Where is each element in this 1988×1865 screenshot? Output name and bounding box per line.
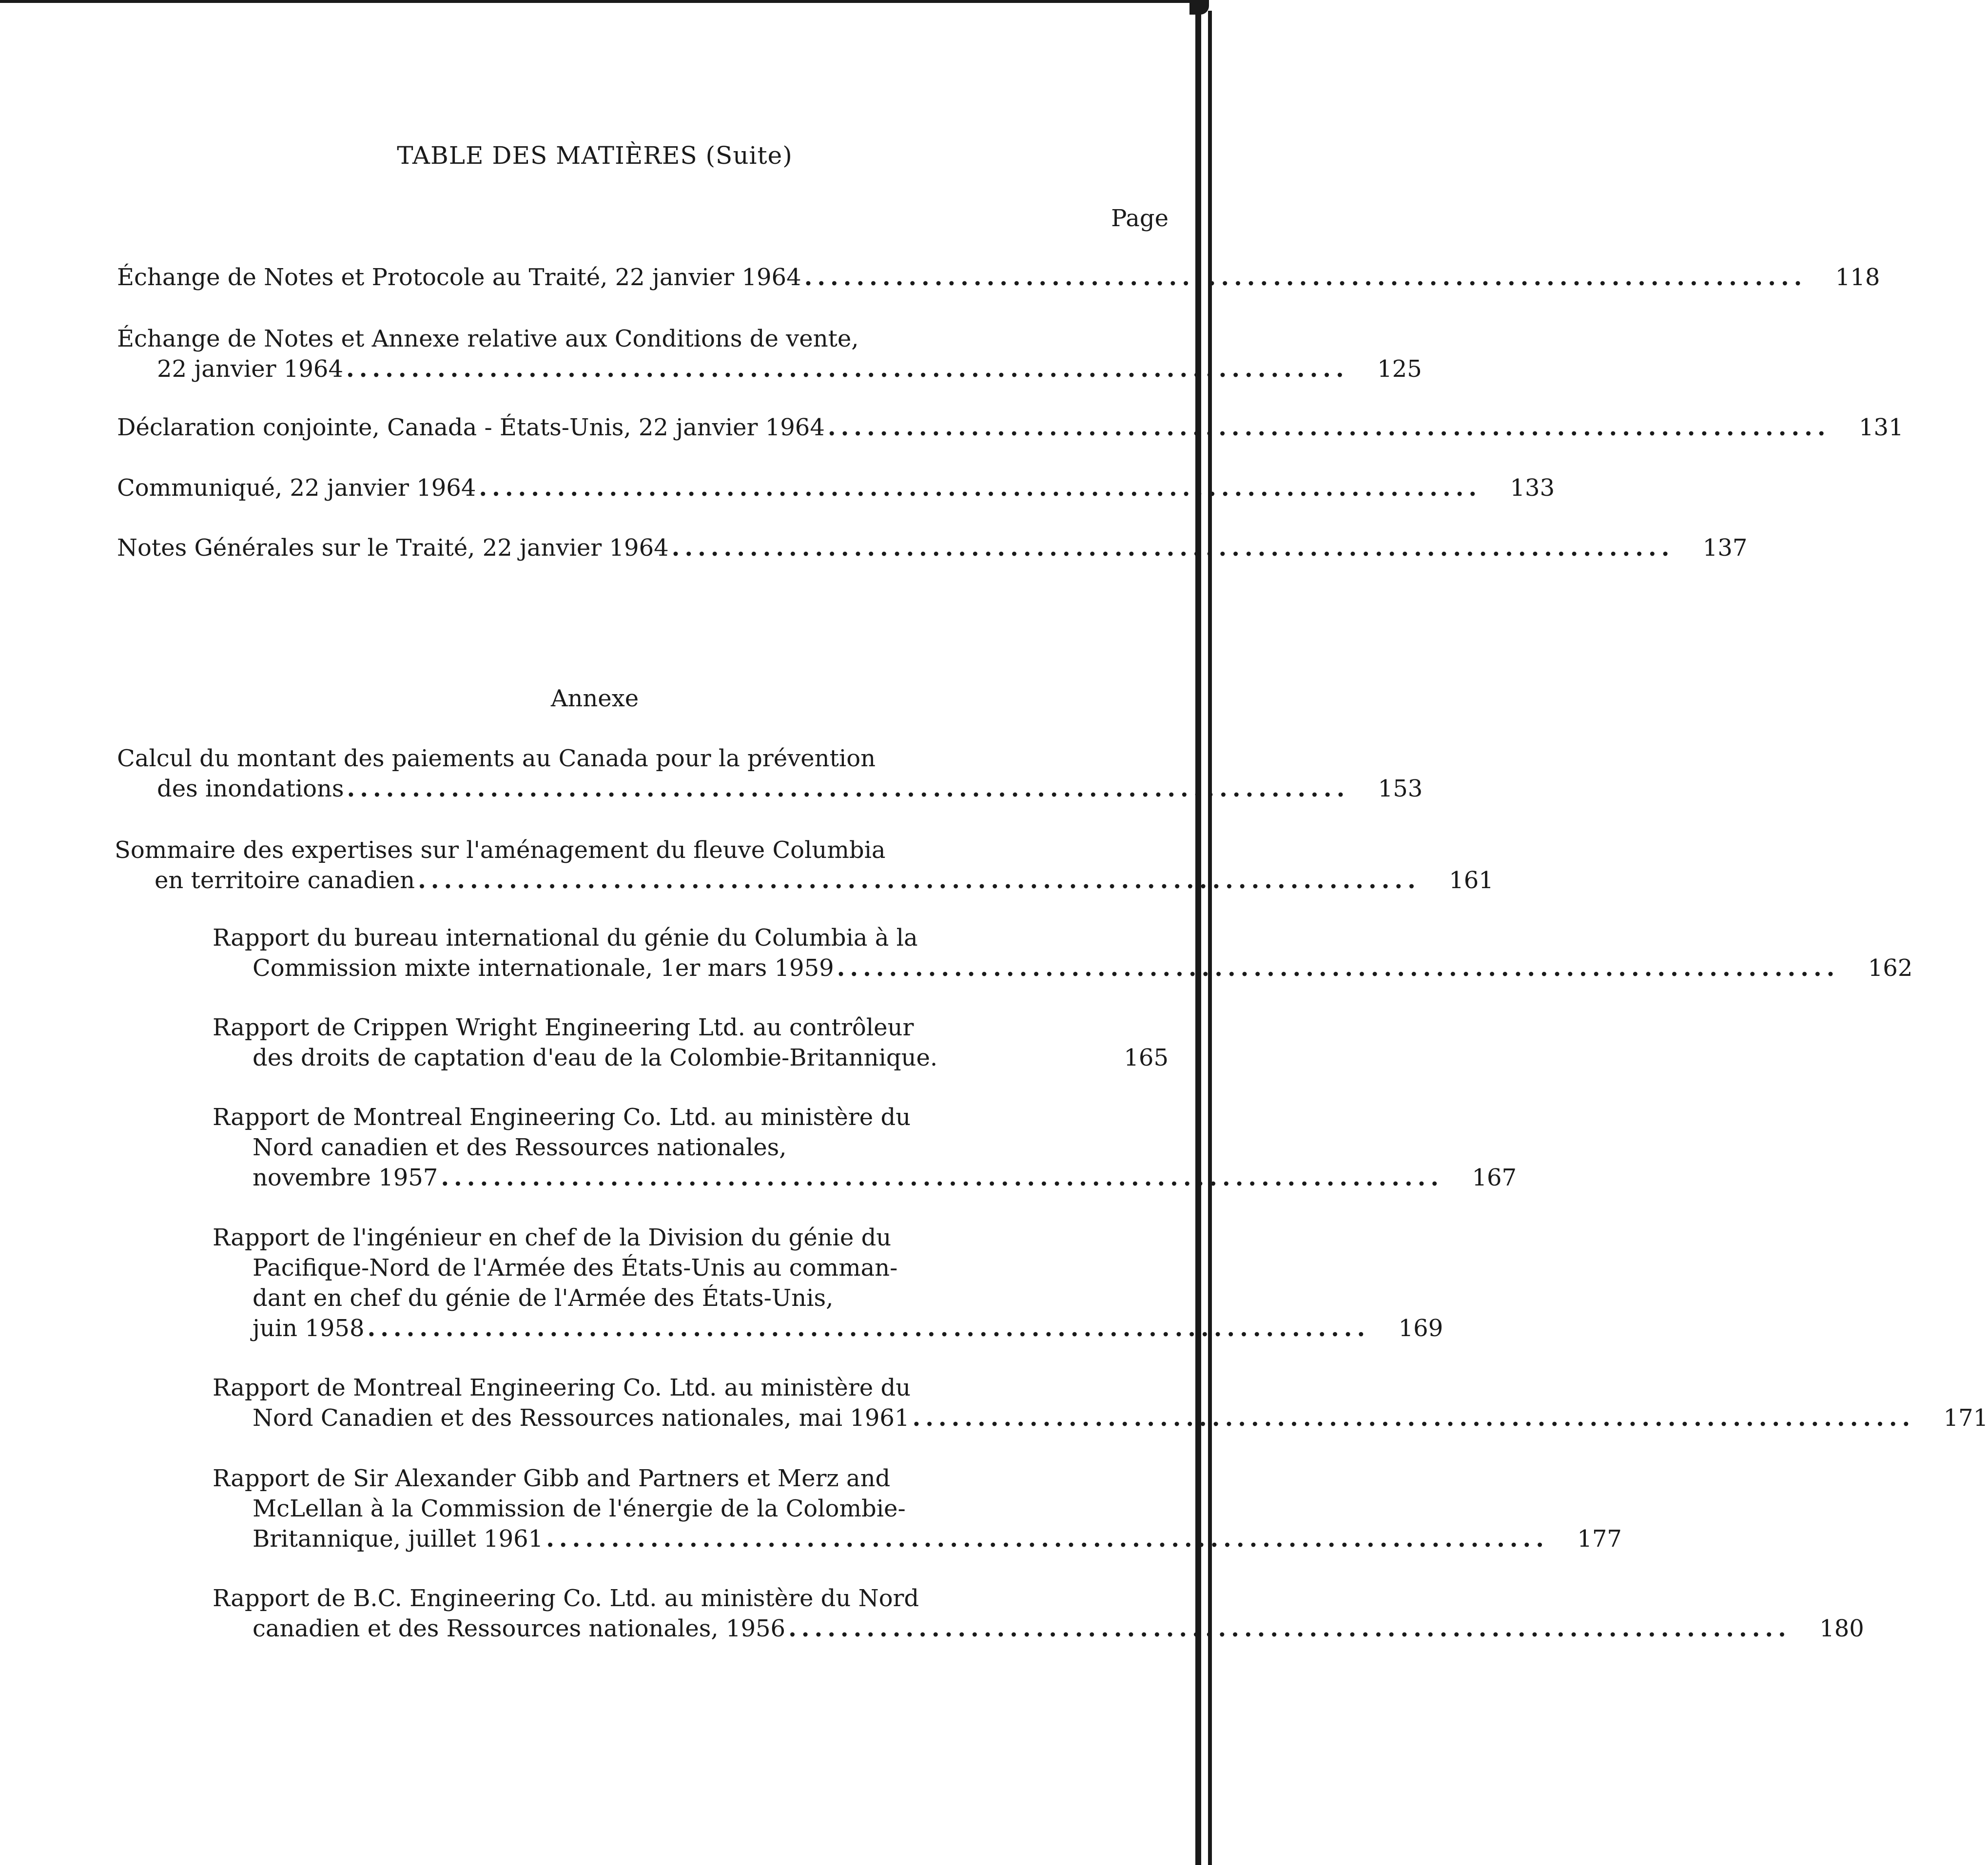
toc-subentry xyxy=(213,1373,1988,1433)
toc-entry-page: 167 xyxy=(1472,1164,1517,1191)
toc-entry-page: 153 xyxy=(1378,775,1423,802)
leader-dots: ............................................................................. xyxy=(912,1404,1915,1432)
toc-entry-title-cont: des inondations xyxy=(157,775,344,802)
toc-entry-page: 177 xyxy=(1577,1525,1622,1553)
toc-entry-title-cont: canadien et des Ressources nationales, 1956 xyxy=(253,1615,786,1642)
leader-dots: ............................................................................. xyxy=(546,1525,1549,1553)
leader-dots: ............................................................................. xyxy=(418,867,1421,894)
toc-entry-page: 118 xyxy=(1835,264,1880,291)
toc-entry-title: Déclaration conjointe, Canada - États-Unis, 22 janvier 1964 xyxy=(117,414,825,441)
toc-entry xyxy=(115,835,1494,895)
toc-subentry xyxy=(213,1012,1169,1073)
toc-subentry xyxy=(213,1223,1443,1343)
toc-subentry xyxy=(213,1463,1622,1554)
toc-entry-title-cont: 22 janvier 1964 xyxy=(157,355,343,383)
toc-subentry xyxy=(213,1102,1517,1193)
toc-entry-title-cont: McLellan à la Commission de l'énergie de la Colombie- xyxy=(253,1495,906,1522)
page-column-label: Page xyxy=(1111,205,1169,232)
toc-entry-page: 165 xyxy=(1124,1044,1169,1071)
leader-dots: ............................................................................. xyxy=(671,534,1675,562)
toc-entry-title: Rapport de B.C. Engineering Co. Ltd. au ministère du Nord xyxy=(213,1585,919,1612)
toc-entry-title-cont: Britannique, juillet 1961 xyxy=(253,1525,544,1553)
toc-entry-title: Échange de Notes et Annexe relative aux Conditions de vente, xyxy=(117,325,859,352)
toc-entry-title: Rapport de Crippen Wright Engineering Ltd. au contrôleur xyxy=(213,1014,914,1041)
toc-entry-title: Notes Générales sur le Traité, 22 janvier 1964 xyxy=(117,534,669,562)
toc-entry xyxy=(117,262,1880,292)
toc-entry-page: 161 xyxy=(1449,867,1494,894)
annex-heading: Annexe xyxy=(550,685,639,712)
toc-entry xyxy=(117,743,1423,804)
toc-entry-title: Rapport de l'ingénieur en chef de la Division du génie du xyxy=(213,1224,892,1251)
leader-dots: ............................................................................. xyxy=(837,954,1840,982)
toc-entry xyxy=(117,324,1422,384)
toc-entry-page: 169 xyxy=(1398,1315,1443,1342)
toc-entry-title-cont: juin 1958 xyxy=(253,1315,365,1342)
toc-entry-title-cont: Nord Canadien et des Ressources nationales, mai 1961 xyxy=(253,1404,910,1432)
toc-entry-title-cont: dant en chef du génie de l'Armée des États-Unis, xyxy=(253,1284,834,1312)
toc-entry-title-cont: des droits de captation d'eau de la Colombie-Britannique. xyxy=(253,1044,938,1071)
toc-entry-title: Rapport de Montreal Engineering Co. Ltd. au ministère du xyxy=(213,1104,911,1131)
toc-entry-title: Rapport de Montreal Engineering Co. Ltd. au ministère du xyxy=(213,1374,911,1401)
toc-entry-page: 162 xyxy=(1868,954,1913,982)
toc-entry-title: Calcul du montant des paiements au Canada pour la prévention xyxy=(117,745,876,772)
toc-entry-title-cont: en territoire canadien xyxy=(155,867,415,894)
toc-entry-title: Échange de Notes et Protocole au Traité, 22 janvier 1964 xyxy=(117,264,801,291)
toc-entry-page: 137 xyxy=(1702,534,1748,562)
toc-entry-title: Rapport du bureau international du génie du Columbia à la xyxy=(213,924,918,952)
leader-dots: ............................................................................. xyxy=(479,474,1482,502)
toc-entry xyxy=(117,473,1555,503)
scan-top-edge xyxy=(0,0,1189,3)
toc-entry-page: 125 xyxy=(1377,355,1422,383)
toc-subentry xyxy=(213,923,1913,983)
leader-dots: ............................................................................. xyxy=(367,1315,1370,1342)
leader-dots: ............................................................................. xyxy=(788,1615,1791,1642)
toc-subentry xyxy=(213,1583,1864,1644)
leader-dots: ............................................................................. xyxy=(827,414,1831,441)
toc-entry-page: 133 xyxy=(1510,474,1555,502)
leader-dots: ............................................................................. xyxy=(441,1164,1444,1191)
page-title: TABLE DES MATIÈRES (Suite) xyxy=(397,141,793,170)
toc-entry-page: 131 xyxy=(1858,414,1904,441)
toc-entry-title-cont: Pacifique-Nord de l'Armée des États-Unis au comman- xyxy=(253,1254,898,1282)
leader-dots: ............................................................................. xyxy=(804,264,1807,291)
leader-dots: ............................................................................. xyxy=(346,355,1349,383)
leader-dots: ............................................................................. xyxy=(347,775,1350,802)
toc-entry-title-cont: Commission mixte internationale, 1er mars 1959 xyxy=(253,954,834,982)
toc-entry-title: Sommaire des expertises sur l'aménagement du fleuve Columbia xyxy=(115,836,886,864)
toc-entry-title: Rapport de Sir Alexander Gibb and Partners et Merz and xyxy=(213,1465,891,1492)
toc-entry xyxy=(117,533,1748,563)
toc-entry-page: 180 xyxy=(1819,1615,1864,1642)
toc-entry-title-cont: novembre 1957 xyxy=(253,1164,438,1191)
toc-entry xyxy=(117,412,1904,443)
toc-entry-page: 171 xyxy=(1943,1404,1988,1432)
toc-entry-title-cont: Nord canadien et des Ressources nationales, xyxy=(253,1134,787,1161)
toc-entry-title: Communiqué, 22 janvier 1964 xyxy=(117,474,476,502)
